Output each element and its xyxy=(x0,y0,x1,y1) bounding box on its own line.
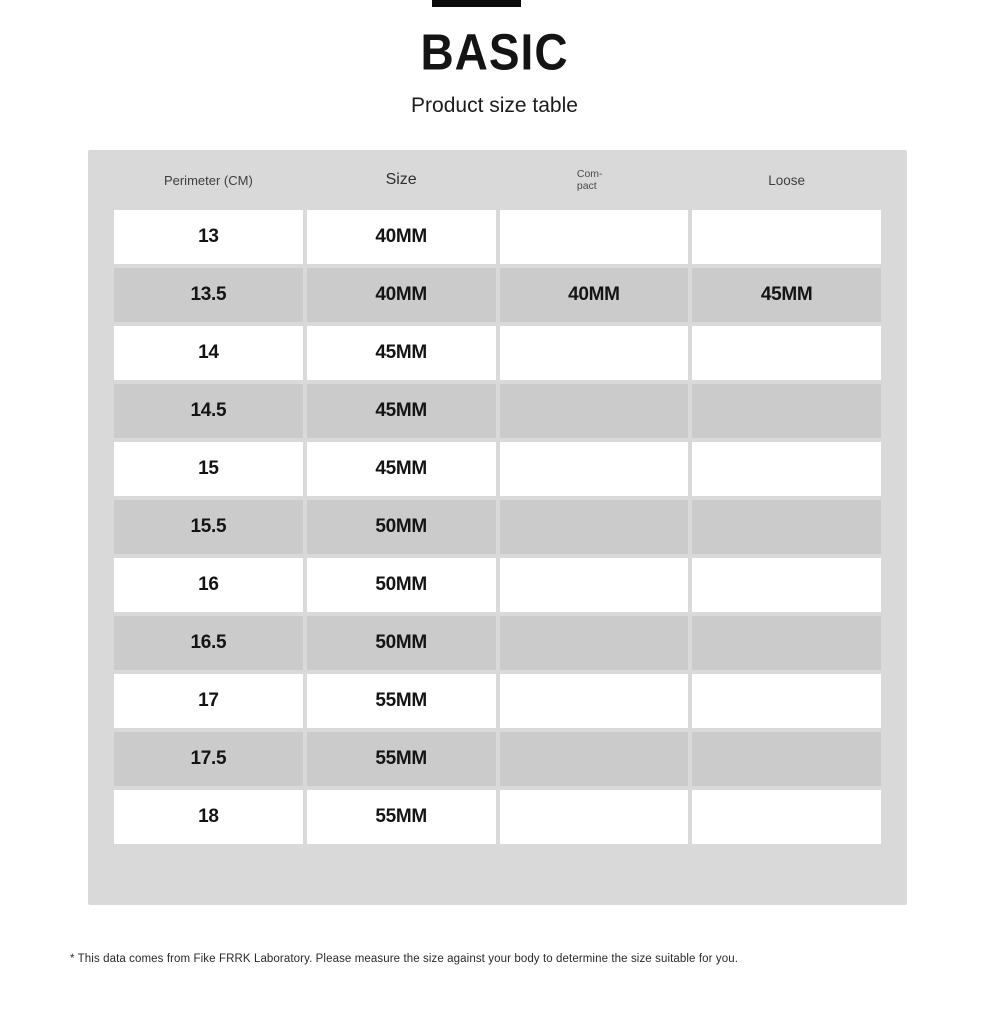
cell-perimeter: 13 xyxy=(114,210,303,264)
cell-loose xyxy=(692,616,881,670)
cell-size: 45MM xyxy=(307,326,496,380)
cell-size: 45MM xyxy=(307,442,496,496)
cell-compact xyxy=(500,674,689,728)
cell-loose xyxy=(692,790,881,844)
table-row xyxy=(114,558,881,612)
column-header-compact xyxy=(500,154,689,206)
table-row xyxy=(114,384,881,438)
table-row xyxy=(114,616,881,670)
cell-compact xyxy=(500,210,689,264)
cell-perimeter: 17 xyxy=(114,674,303,728)
cell-perimeter: 16 xyxy=(114,558,303,612)
cell-perimeter: 13.5 xyxy=(114,268,303,322)
table-row xyxy=(114,326,881,380)
brand-title: BASIC xyxy=(420,23,569,81)
cell-compact xyxy=(500,500,689,554)
cell-compact xyxy=(500,732,689,786)
cell-size: 45MM xyxy=(307,384,496,438)
cell-loose xyxy=(692,674,881,728)
cell-size: 55MM xyxy=(307,732,496,786)
cell-perimeter: 18 xyxy=(114,790,303,844)
table-row xyxy=(114,268,881,322)
cell-compact xyxy=(500,558,689,612)
cell-loose xyxy=(692,500,881,554)
size-table-card xyxy=(88,150,907,905)
cell-perimeter: 17.5 xyxy=(114,732,303,786)
cell-size: 50MM xyxy=(307,616,496,670)
header-row xyxy=(114,154,881,206)
cell-compact: 40MM xyxy=(500,268,689,322)
column-header-perimeter: Perimeter (CM) xyxy=(163,172,253,188)
top-banner-fragment xyxy=(432,0,521,7)
column-header-loose: Loose xyxy=(768,172,806,188)
table-row xyxy=(114,500,881,554)
cell-perimeter: 15 xyxy=(114,442,303,496)
column-header-compact-label: Com-pact xyxy=(576,167,603,192)
cell-loose xyxy=(692,558,881,612)
size-table xyxy=(110,150,885,848)
page-subtitle: Product size table xyxy=(411,94,578,117)
cell-size: 50MM xyxy=(307,500,496,554)
cell-loose xyxy=(692,732,881,786)
cell-loose xyxy=(692,210,881,264)
cell-loose: 45MM xyxy=(692,268,881,322)
cell-size: 40MM xyxy=(307,210,496,264)
cell-perimeter: 14.5 xyxy=(114,384,303,438)
cell-perimeter: 14 xyxy=(114,326,303,380)
cell-perimeter: 16.5 xyxy=(114,616,303,670)
table-row xyxy=(114,790,881,844)
size-table-header xyxy=(114,154,881,206)
cell-loose xyxy=(692,442,881,496)
table-row xyxy=(114,210,881,264)
cell-size: 55MM xyxy=(307,674,496,728)
cell-compact xyxy=(500,790,689,844)
cell-compact xyxy=(500,326,689,380)
table-row xyxy=(114,674,881,728)
cell-compact xyxy=(500,384,689,438)
cell-size: 40MM xyxy=(307,268,496,322)
cell-size: 55MM xyxy=(307,790,496,844)
cell-compact xyxy=(500,442,689,496)
cell-loose xyxy=(692,384,881,438)
cell-perimeter: 15.5 xyxy=(114,500,303,554)
cell-compact xyxy=(500,616,689,670)
cell-size: 50MM xyxy=(307,558,496,612)
column-header-size: Size xyxy=(385,171,417,188)
footnote: * This data comes from Fike FRRK Laboratory. Please measure the size against your body to determine the size suitable for you. xyxy=(70,953,738,965)
table-row xyxy=(114,442,881,496)
cell-loose xyxy=(692,326,881,380)
table-row xyxy=(114,732,881,786)
size-table-body xyxy=(114,210,881,844)
